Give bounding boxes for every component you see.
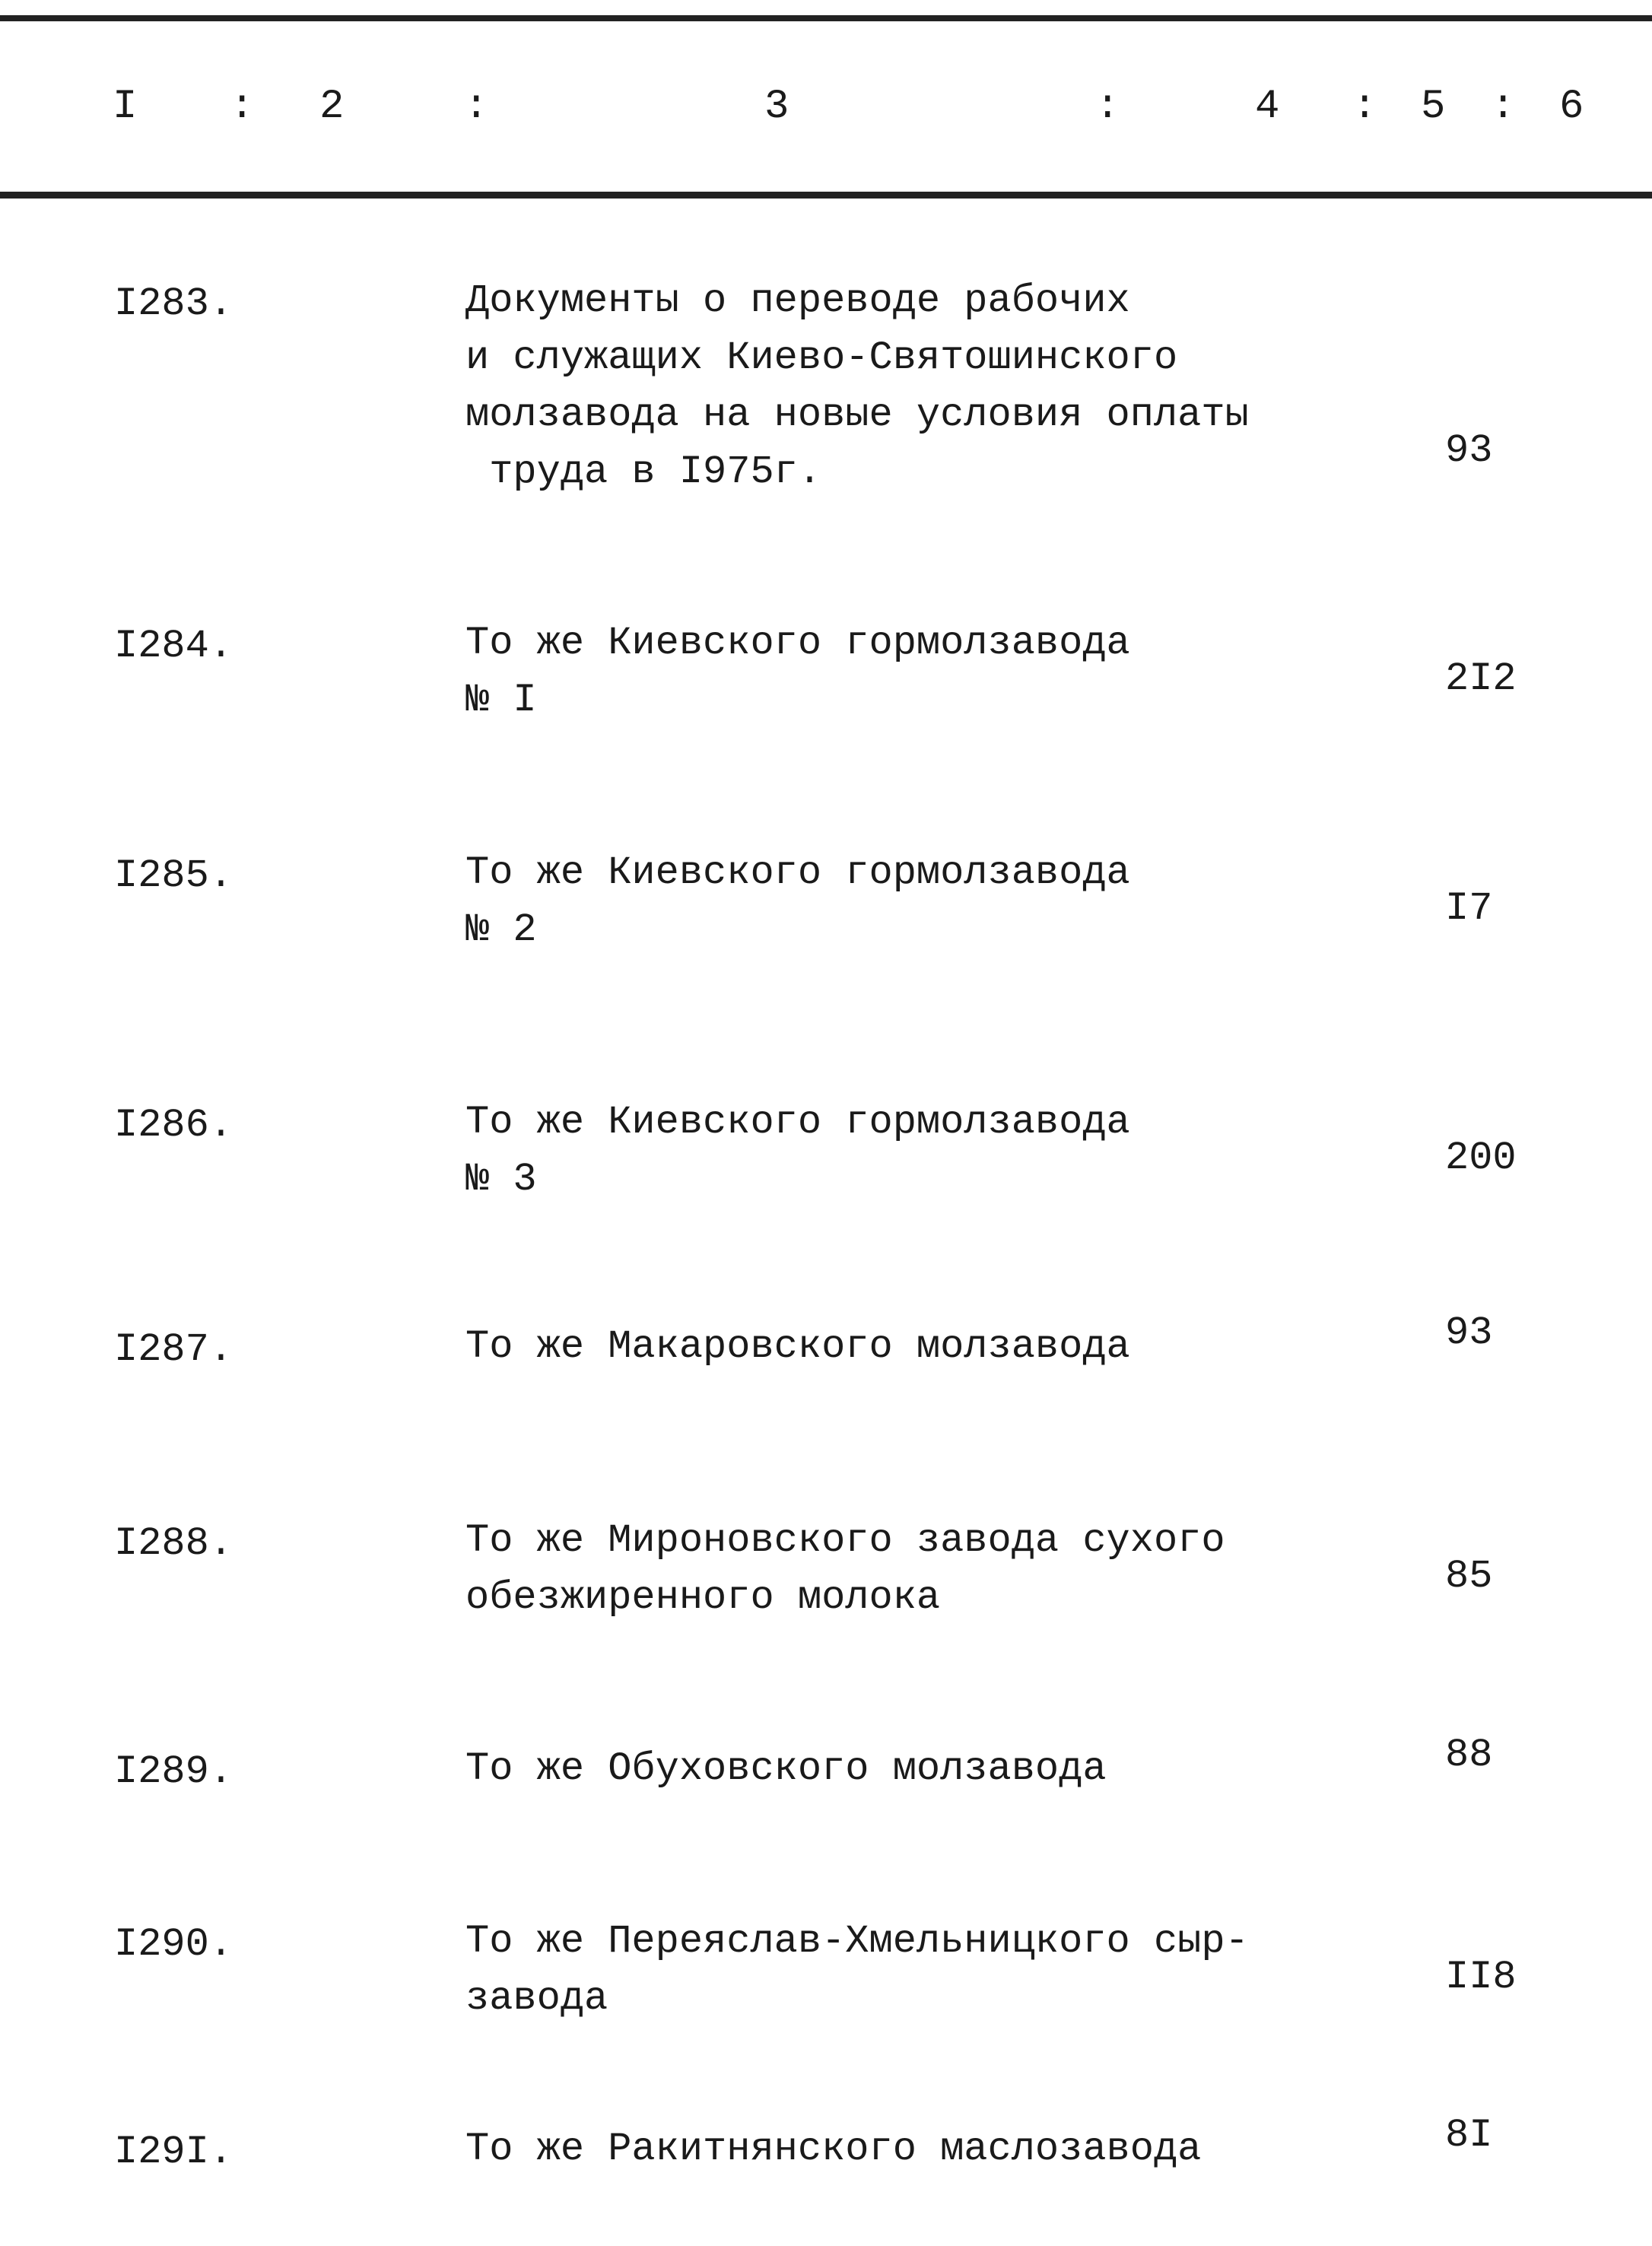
page-count: 85 <box>1445 1554 1493 1599</box>
col-header-5: 5 <box>1421 84 1446 130</box>
item-title-line: № I <box>465 678 537 723</box>
item-number: I29I. <box>114 2130 234 2175</box>
item-number: I286. <box>114 1103 234 1148</box>
item-number: I287. <box>114 1327 234 1372</box>
item-title-line: молзавода на новые условия оплаты <box>465 392 1249 437</box>
col-header-2: 2 <box>319 84 345 130</box>
page-count: I7 <box>1445 886 1493 931</box>
item-title-line: То же Макаровского молзавода <box>465 1324 1130 1369</box>
page-count: II8 <box>1445 1955 1517 2000</box>
page-count: 2I2 <box>1445 656 1517 701</box>
page-count: 93 <box>1445 1310 1493 1355</box>
item-title-line: и служащих Киево-Святошинского <box>465 335 1178 380</box>
page-count: 88 <box>1445 1733 1493 1777</box>
item-title-line: То же Киевского гормолзавода <box>465 621 1130 666</box>
col-header-4: 4 <box>1255 84 1280 130</box>
col-separator: : <box>1491 84 1516 130</box>
col-header-6: 6 <box>1559 84 1584 130</box>
item-number: I283. <box>114 281 234 326</box>
item-number: I290. <box>114 1922 234 1967</box>
item-title-line: То же Киевского гормолзавода <box>465 850 1130 895</box>
col-separator: : <box>464 84 489 130</box>
item-title-line: Документы о переводе рабочих <box>465 278 1130 323</box>
page-count: 8I <box>1445 2113 1493 2158</box>
item-title-line: То же Киевского гормолзавода <box>465 1100 1130 1145</box>
item-title-line: То же Переяслав-Хмельницкого сыр- <box>465 1919 1249 1964</box>
col-header-3: 3 <box>764 84 789 130</box>
col-header-1: I <box>113 84 138 130</box>
item-title-line: завода <box>465 1976 608 2021</box>
item-title-line: № 3 <box>465 1157 537 1202</box>
item-number: I284. <box>114 624 234 669</box>
col-separator: : <box>230 84 255 130</box>
page-count: 200 <box>1445 1136 1517 1180</box>
header-bottom-rule <box>0 192 1652 199</box>
page-count: 93 <box>1445 428 1493 473</box>
item-title-line: труда в I975г. <box>465 450 822 494</box>
item-title-line: № 2 <box>465 907 537 952</box>
col-separator: : <box>1095 84 1120 130</box>
item-title-line: То же Мироновского завода сухого <box>465 1518 1225 1563</box>
item-title-line: То же Обуховского молзавода <box>465 1746 1107 1791</box>
col-separator: : <box>1352 84 1377 130</box>
item-number: I288. <box>114 1521 234 1566</box>
item-title-line: обезжиренного молока <box>465 1575 941 1620</box>
item-number: I285. <box>114 853 234 898</box>
top-rule <box>0 15 1652 21</box>
item-number: I289. <box>114 1749 234 1794</box>
item-title-line: То же Ракитнянского маслозавода <box>465 2127 1202 2171</box>
